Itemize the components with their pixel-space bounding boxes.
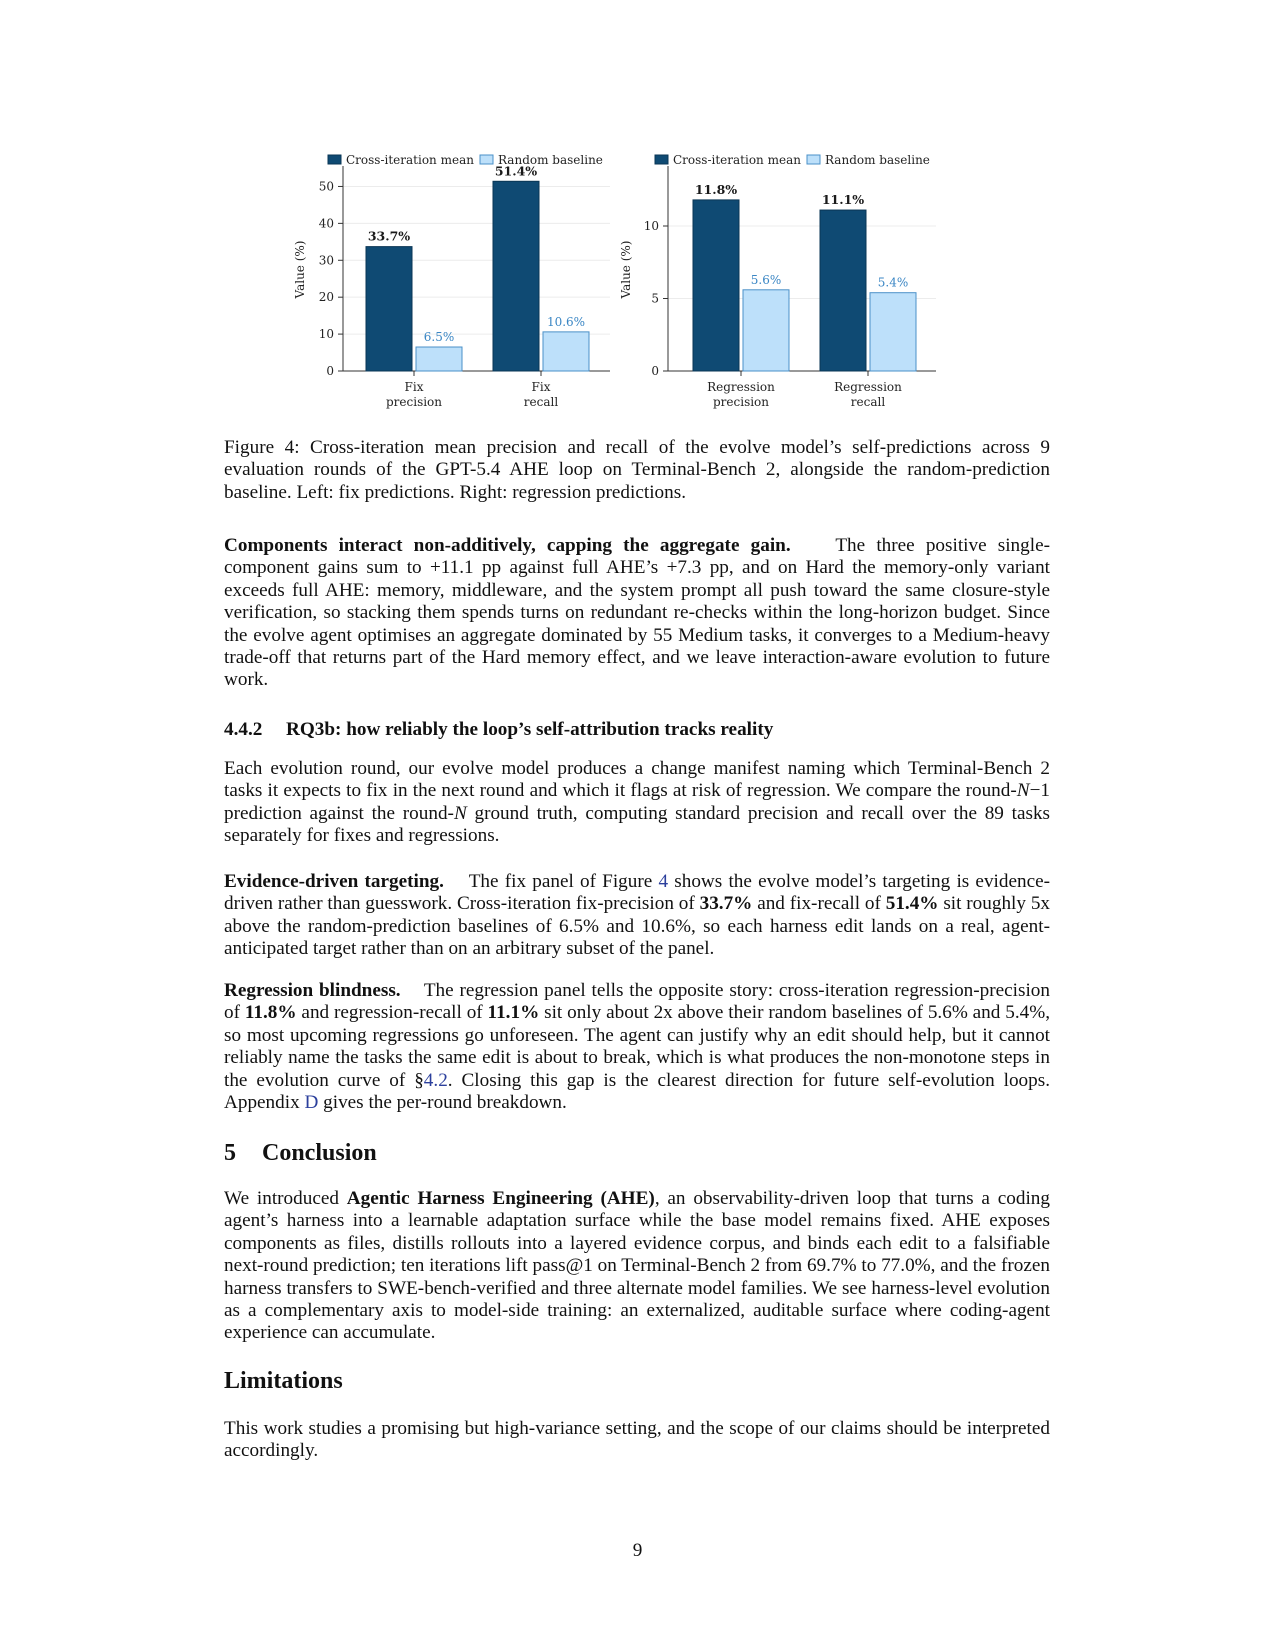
y-tick-label: 10: [318, 327, 334, 342]
y-tick-label: 0: [651, 364, 659, 378]
y-tick-label: 0: [326, 364, 334, 378]
subsection-4-4-2-heading: 4.4.2 RQ3b: how reliably the loop’s self-attribution tracks reality: [224, 719, 774, 740]
data-label: 11.1%: [821, 192, 865, 208]
bar-baseline: [543, 332, 589, 371]
data-label: 5.4%: [877, 275, 909, 290]
legend-swatch: [807, 155, 820, 164]
y-tick-label: 10: [643, 219, 659, 233]
paragraph-rq3b: Each evolution round, our evolve model produces a change manifest naming which Terminal-Bench 2 tasks it expects to fix in the next round and which it flags at risk of regression. We compare the round-N−1 prediction against the round-N ground truth, computing standard precision and recall over the 89 tasks separately for fixes and regressions.: [224, 758, 1051, 847]
x-tick-label: Regression: [834, 380, 902, 394]
figure-ref-link[interactable]: 4: [658, 871, 669, 892]
legend-label: Cross-iteration mean: [346, 153, 474, 167]
section-ref-link[interactable]: 4.2: [423, 1069, 448, 1091]
legend-label: Cross-iteration mean: [673, 153, 801, 167]
legend-label: Random baseline: [498, 153, 603, 167]
bar-baseline: [870, 293, 916, 371]
x-tick-label: precision: [385, 395, 443, 409]
x-tick-label: precision: [712, 395, 770, 409]
appendix-ref-link[interactable]: D: [304, 1092, 319, 1114]
legend-label: Random baseline: [825, 153, 930, 167]
data-label: 5.6%: [750, 272, 782, 287]
legend-swatch: [655, 155, 668, 164]
chart-panel-1: [293, 153, 610, 409]
section-5-heading: 5 Conclusion: [224, 1140, 377, 1166]
x-tick-label: Fix: [531, 380, 551, 394]
figure-4: [0, 0, 1275, 430]
bar-mean: [820, 210, 866, 371]
data-label: 6.5%: [423, 330, 455, 345]
x-tick-label: Fix: [404, 380, 424, 394]
legend: [328, 153, 603, 167]
bar-mean: [493, 181, 539, 371]
bar-baseline: [743, 290, 789, 371]
y-axis-label: Value (%): [619, 240, 633, 299]
chart-panel-2: [619, 153, 936, 409]
y-tick-label: 40: [318, 216, 334, 231]
bar-baseline: [416, 347, 462, 371]
y-tick-label: 5: [651, 291, 659, 306]
x-tick-label: recall: [523, 395, 559, 409]
legend: [655, 153, 930, 167]
paragraph-components: Components interact non-additively, capping the aggregate gain. The three positive single-component gains sum to +11.1 pp against full AHE’s +7.3 pp, and on Hard the memory-only variant exceeds full AHE: memory, middleware, and the system prompt all push toward the same closure-style verification, so stacking them spends turns on redundant re-checks within the long-horizon budget. Since the evolve agent optimises an aggregate dominated by 55 Medium tasks, it converges to a Medium-heavy trade-off that returns part of the Hard memory effect, and we leave interaction-aware evolution to future work.: [224, 535, 1050, 691]
y-tick-label: 50: [318, 179, 334, 194]
y-tick-label: 30: [318, 253, 334, 268]
y-tick-label: 20: [318, 290, 334, 305]
bar-mean: [693, 200, 739, 371]
paragraph-limitations: This work studies a promising but high-variance setting, and the scope of our claims should be interpreted accordingly.: [224, 1418, 1050, 1462]
data-label: 33.7%: [367, 228, 411, 244]
paragraph-lead: Components interact non-additively, capping the aggregate gain.: [224, 535, 791, 556]
data-label: 10.6%: [546, 314, 586, 329]
legend-swatch: [328, 155, 341, 164]
paragraph-conclusion: We introduced Agentic Harness Engineering (AHE), an observability-driven loop that turns a coding agent’s harness into a learnable adaptation surface while the base model remains fixed. AHE exposes components as files, distills rollouts into a layered evidence corpus, and binds each edit to a falsifiable next-round prediction; ten iterations lift pass@1 on Terminal-Bench 2 from 69.7% to 77.0%, and the frozen harness transfers to SWE-bench-verified and three alternate model families. We see harness-level evolution as a complementary axis to model-side training: an externalized, auditable surface where coding-agent experience can accumulate.: [224, 1188, 1050, 1344]
x-tick-label: Regression: [707, 380, 775, 394]
paragraph-evidence-driven: Evidence-driven targeting. The fix panel of Figure 4 shows the evolve model’s targeting is evidence-driven rather than guesswork. Cross-iteration fix-precision of 33.7% and fix-recall of 51.4% sit roughly 5x above the random-prediction baselines of 6.5% and 10.6%, so each harness edit lands on a real, agent-anticipated target rather than on an arbitrary subset of the panel.: [224, 871, 1051, 960]
limitations-heading: Limitations: [224, 1368, 343, 1394]
legend-swatch: [480, 155, 493, 164]
x-tick-label: recall: [850, 395, 886, 409]
y-axis-label: Value (%): [293, 240, 307, 299]
page-number: 9: [632, 1540, 643, 1561]
paragraph-regression-blindness: Regression blindness. The regression panel tells the opposite story: cross-iteration regression-precision of 11.8% and regression-recall of 11.1% sit only about 2x above their random baselines of 5.6% and 5.4%, so most upcoming regressions go unforeseen. The agent can justify why an edit should help, but it cannot reliably name the tasks the same edit is about to break, which is what produces the non-monotone steps in the evolution curve of §4.2. Closing this gap is the clearest direction for future self-evolution loops. Appendix D gives the per-round breakdown.: [224, 980, 1050, 1114]
bar-mean: [366, 247, 412, 371]
data-label: 51.4%: [494, 163, 538, 179]
figure-caption: Figure 4: Cross-iteration mean precision and recall of the evolve model’s self-predictions across 9 evaluation rounds of the GPT-5.4 AHE loop on Terminal-Bench 2, alongside the random-prediction baseline. Left: fix predictions. Right: regression predictions.: [224, 437, 1050, 503]
data-label: 11.8%: [694, 181, 738, 197]
